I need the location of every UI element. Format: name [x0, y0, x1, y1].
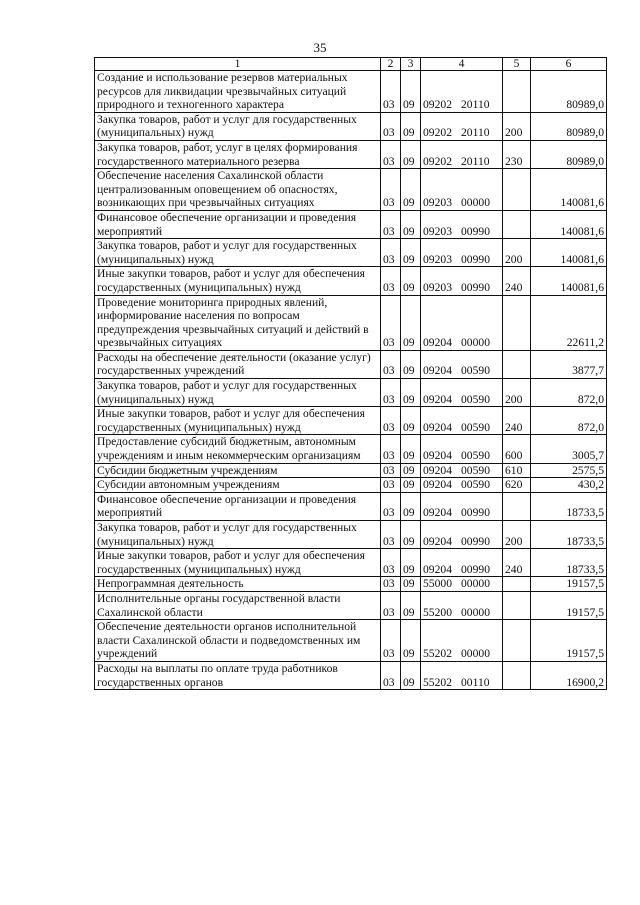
row-pr: 09 [401, 549, 421, 577]
row-csr-program: 09204 [423, 534, 452, 548]
row-csr-direction: 00990 [461, 252, 490, 266]
row-sum: 3005,7 [531, 435, 607, 463]
row-rz: 03 [381, 210, 401, 238]
row-csr-program: 55202 [423, 675, 452, 689]
row-name: Закупка товаров, работ и услуг для государственных (муниципальных) нужд [95, 521, 381, 549]
row-csr-program: 09204 [423, 364, 452, 378]
row-csr-program: 09204 [423, 506, 452, 520]
row-csr-direction: 00590 [461, 420, 490, 434]
table-row [95, 492, 607, 520]
row-rz: 03 [381, 620, 401, 662]
row-csr-direction: 20110 [461, 154, 490, 168]
row-sum: 19157,5 [531, 591, 607, 619]
row-name: Непрограммная деятельность [95, 577, 381, 592]
row-sum: 18733,5 [531, 549, 607, 577]
row-name: Иные закупки товаров, работ и услуг для обеспечения государственных (муниципальных) нужд [95, 549, 381, 577]
row-csr-direction: 20110 [461, 126, 490, 140]
row-pr: 09 [401, 463, 421, 478]
row-pr: 09 [401, 620, 421, 662]
header-col-5: 5 [503, 58, 531, 71]
table-row [95, 112, 607, 140]
row-rz: 03 [381, 140, 401, 168]
row-csr-direction: 00110 [461, 675, 490, 689]
row-vr: 620 [503, 478, 531, 493]
row-rz: 03 [381, 435, 401, 463]
row-csr-program: 09204 [423, 478, 452, 492]
row-name: Закупка товаров, работ и услуг для государственных (муниципальных) нужд [95, 112, 381, 140]
row-sum: 80989,0 [531, 112, 607, 140]
row-rz: 03 [381, 71, 401, 113]
row-csr [421, 140, 503, 168]
table-row [95, 267, 607, 295]
row-name: Обеспечение деятельности органов исполнительной власти Сахалинской области и подведомственных им учреждений [95, 620, 381, 662]
row-vr [503, 492, 531, 520]
row-csr-program: 09204 [423, 562, 452, 576]
row-csr-direction: 00000 [461, 196, 490, 210]
row-sum: 430,2 [531, 478, 607, 493]
row-rz: 03 [381, 379, 401, 407]
row-csr [421, 169, 503, 211]
row-pr: 09 [401, 295, 421, 350]
row-vr [503, 71, 531, 113]
row-sum: 18733,5 [531, 521, 607, 549]
row-vr [503, 591, 531, 619]
table-row [95, 521, 607, 549]
table-row [95, 661, 607, 689]
row-name: Закупка товаров, работ и услуг для государственных (муниципальных) нужд [95, 239, 381, 267]
row-pr: 09 [401, 169, 421, 211]
row-pr: 09 [401, 661, 421, 689]
row-pr: 09 [401, 267, 421, 295]
header-col-3: 3 [401, 58, 421, 71]
row-csr [421, 620, 503, 662]
row-vr [503, 210, 531, 238]
row-name: Исполнительные органы государственной власти Сахалинской области [95, 591, 381, 619]
row-name: Иные закупки товаров, работ и услуг для обеспечения государственных (муниципальных) нужд [95, 407, 381, 435]
table-row [95, 620, 607, 662]
row-sum: 140081,6 [531, 267, 607, 295]
row-csr [421, 350, 503, 378]
row-csr [421, 267, 503, 295]
row-pr: 09 [401, 435, 421, 463]
row-vr: 610 [503, 463, 531, 478]
row-name: Обеспечение населения Сахалинской области централизованным оповещением об опасностях, возникающих при чрезвычайных ситуациях [95, 169, 381, 211]
row-pr: 09 [401, 71, 421, 113]
row-sum: 22611,2 [531, 295, 607, 350]
row-csr-program: 09204 [423, 463, 452, 477]
row-vr [503, 350, 531, 378]
row-csr-program: 55000 [423, 577, 452, 591]
row-csr-program: 09202 [423, 154, 452, 168]
table-row [95, 549, 607, 577]
row-rz: 03 [381, 350, 401, 378]
row-name: Расходы на обеспечение деятельности (оказание услуг) государственных учреждений [95, 350, 381, 378]
row-vr: 240 [503, 407, 531, 435]
row-rz: 03 [381, 267, 401, 295]
row-rz: 03 [381, 661, 401, 689]
row-csr [421, 239, 503, 267]
row-pr: 09 [401, 478, 421, 493]
table-row [95, 71, 607, 113]
row-rz: 03 [381, 407, 401, 435]
row-csr-direction: 00990 [461, 224, 490, 238]
row-vr: 240 [503, 549, 531, 577]
row-sum: 140081,6 [531, 239, 607, 267]
header-col-6: 6 [531, 58, 607, 71]
row-csr [421, 492, 503, 520]
row-sum: 16900,2 [531, 661, 607, 689]
row-name: Финансовое обеспечение организации и проведения мероприятий [95, 492, 381, 520]
row-sum: 80989,0 [531, 71, 607, 113]
row-vr: 200 [503, 379, 531, 407]
budget-table [94, 57, 607, 690]
row-name: Закупка товаров, работ и услуг для государственных (муниципальных) нужд [95, 379, 381, 407]
row-vr: 200 [503, 239, 531, 267]
row-name: Создание и использование резервов материальных ресурсов для ликвидации чрезвычайных ситуаций природного и техногенного характера [95, 71, 381, 113]
row-sum: 872,0 [531, 407, 607, 435]
row-vr [503, 577, 531, 592]
row-rz: 03 [381, 521, 401, 549]
header-col-1: 1 [95, 58, 381, 71]
row-csr-direction: 00990 [461, 534, 490, 548]
row-pr: 09 [401, 112, 421, 140]
row-name: Финансовое обеспечение организации и проведения мероприятий [95, 210, 381, 238]
row-csr-program: 09202 [423, 98, 452, 112]
row-sum: 18733,5 [531, 492, 607, 520]
row-sum: 140081,6 [531, 169, 607, 211]
row-pr: 09 [401, 492, 421, 520]
row-rz: 03 [381, 549, 401, 577]
row-csr-program: 09204 [423, 392, 452, 406]
row-rz: 03 [381, 591, 401, 619]
row-rz: 03 [381, 112, 401, 140]
row-vr: 200 [503, 521, 531, 549]
row-name: Субсидии бюджетным учреждениям [95, 463, 381, 478]
row-pr: 09 [401, 577, 421, 592]
header-col-4: 4 [421, 58, 503, 71]
row-rz: 03 [381, 478, 401, 493]
row-name: Проведение мониторинга природных явлений, информирование населения по вопросам предупреждения чрезвычайных ситуаций и действий в чрезвычайных ситуациях [95, 295, 381, 350]
row-csr [421, 112, 503, 140]
row-name: Закупка товаров, работ, услуг в целях формирования государственного материального резерва [95, 140, 381, 168]
row-name: Субсидии автономным учреждениям [95, 478, 381, 493]
table-row [95, 239, 607, 267]
row-vr: 600 [503, 435, 531, 463]
row-csr [421, 435, 503, 463]
row-vr: 200 [503, 112, 531, 140]
row-pr: 09 [401, 591, 421, 619]
table-row [95, 169, 607, 211]
row-csr-program: 09203 [423, 224, 452, 238]
row-pr: 09 [401, 210, 421, 238]
row-sum: 19157,5 [531, 620, 607, 662]
row-csr [421, 407, 503, 435]
table-row [95, 577, 607, 592]
row-sum: 19157,5 [531, 577, 607, 592]
row-sum: 872,0 [531, 379, 607, 407]
row-pr: 09 [401, 521, 421, 549]
row-vr: 230 [503, 140, 531, 168]
row-csr-direction: 00000 [461, 605, 490, 619]
table-row [95, 407, 607, 435]
row-csr [421, 463, 503, 478]
row-csr-direction: 00990 [461, 280, 490, 294]
row-csr [421, 521, 503, 549]
table-row [95, 478, 607, 493]
row-rz: 03 [381, 169, 401, 211]
table-row [95, 379, 607, 407]
row-rz: 03 [381, 492, 401, 520]
row-sum: 80989,0 [531, 140, 607, 168]
table-row [95, 591, 607, 619]
row-sum: 2575,5 [531, 463, 607, 478]
row-csr [421, 591, 503, 619]
row-csr [421, 478, 503, 493]
row-csr [421, 379, 503, 407]
header-row [95, 58, 607, 71]
row-rz: 03 [381, 239, 401, 267]
row-vr [503, 295, 531, 350]
page-number: 35 [313, 40, 327, 55]
table-row [95, 295, 607, 350]
row-csr-program: 09204 [423, 420, 452, 434]
row-csr-direction: 00590 [461, 392, 490, 406]
row-csr-program: 09204 [423, 336, 452, 350]
row-csr-program: 09202 [423, 126, 452, 140]
row-csr-program: 55202 [423, 647, 452, 661]
row-rz: 03 [381, 295, 401, 350]
row-rz: 03 [381, 463, 401, 478]
row-csr [421, 549, 503, 577]
row-csr [421, 295, 503, 350]
row-csr [421, 71, 503, 113]
row-csr [421, 661, 503, 689]
row-csr-direction: 00590 [461, 364, 490, 378]
row-csr-direction: 00590 [461, 463, 490, 477]
table-row [95, 140, 607, 168]
row-csr-direction: 00590 [461, 449, 490, 463]
row-vr: 240 [503, 267, 531, 295]
row-csr-direction: 00990 [461, 562, 490, 576]
table-row [95, 210, 607, 238]
row-name: Иные закупки товаров, работ и услуг для обеспечения государственных (муниципальных) нужд [95, 267, 381, 295]
row-name: Предоставление субсидий бюджетным, автономным учреждениям и иным некоммерческим организациям [95, 435, 381, 463]
row-rz: 03 [381, 577, 401, 592]
row-csr-direction: 00000 [461, 577, 490, 591]
row-csr-direction: 00590 [461, 478, 490, 492]
header-col-2: 2 [381, 58, 401, 71]
row-csr-direction: 20110 [461, 98, 490, 112]
table-row [95, 350, 607, 378]
row-pr: 09 [401, 350, 421, 378]
row-csr-program: 09203 [423, 252, 452, 266]
row-csr-program: 09204 [423, 449, 452, 463]
table-row [95, 435, 607, 463]
row-csr-direction: 00990 [461, 506, 490, 520]
row-csr-direction: 00000 [461, 647, 490, 661]
row-pr: 09 [401, 140, 421, 168]
row-vr [503, 169, 531, 211]
row-csr-program: 09203 [423, 196, 452, 210]
row-pr: 09 [401, 407, 421, 435]
row-csr [421, 577, 503, 592]
row-vr [503, 661, 531, 689]
row-vr [503, 620, 531, 662]
row-csr-program: 55200 [423, 605, 452, 619]
row-csr-direction: 00000 [461, 336, 490, 350]
row-sum: 140081,6 [531, 210, 607, 238]
row-csr-program: 09203 [423, 280, 452, 294]
row-sum: 3877,7 [531, 350, 607, 378]
row-pr: 09 [401, 239, 421, 267]
row-pr: 09 [401, 379, 421, 407]
row-name: Расходы на выплаты по оплате труда работников государственных органов [95, 661, 381, 689]
table-row [95, 463, 607, 478]
row-csr [421, 210, 503, 238]
